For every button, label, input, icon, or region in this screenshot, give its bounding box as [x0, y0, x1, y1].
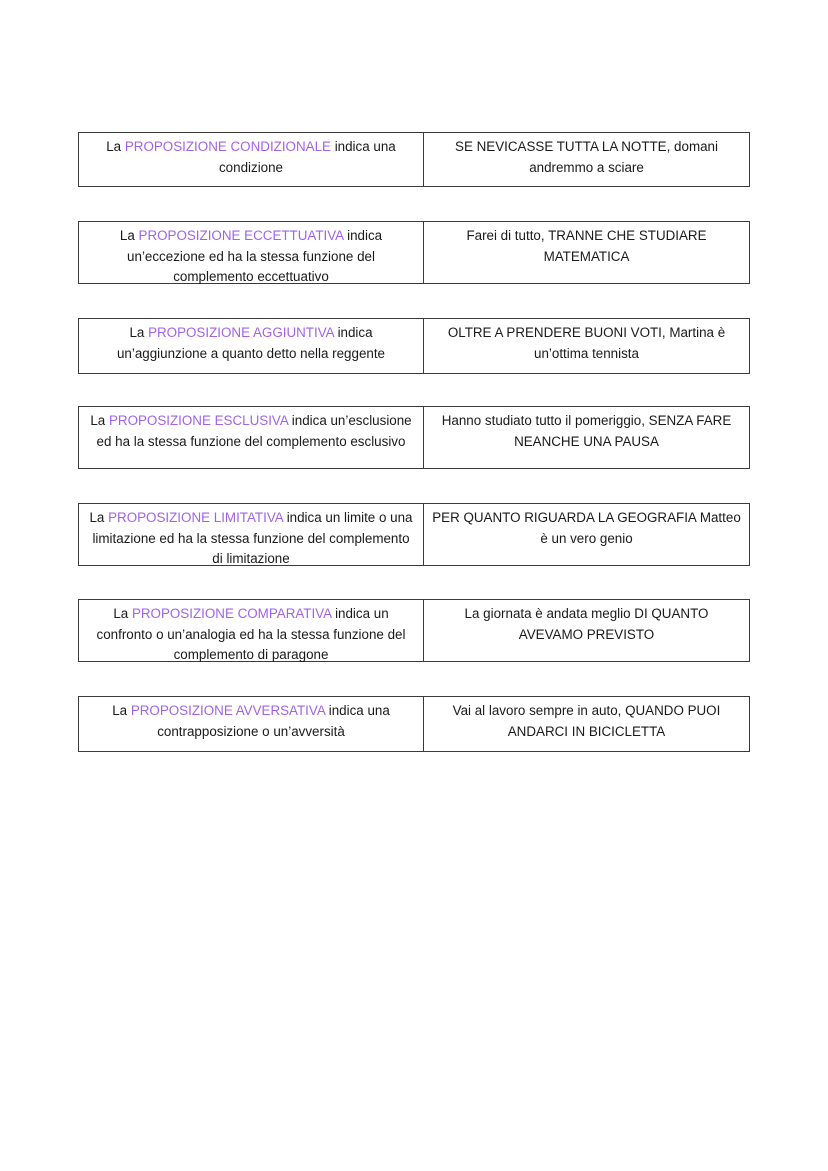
example-cell: SE NEVICASSE TUTTA LA NOTTE, domani andremmo a sciare	[455, 139, 718, 175]
definition-prefix: La	[90, 413, 109, 428]
example-cell: PER QUANTO RIGUARDA LA GEOGRAFIA Matteo è un vero genio	[432, 510, 741, 546]
definition-suffix: indica una contrapposizione o un’avversità	[157, 703, 390, 739]
definition-prefix: La	[119, 228, 139, 243]
definition-cell	[79, 133, 424, 186]
definition-suffix: indica un’eccezione ed ha la stessa funzione del complemento eccettuativo	[127, 228, 383, 284]
term-highlight: PROPOSIZIONE AVVERSATIVA	[130, 703, 326, 718]
example-cell: La giornata è andata meglio DI QUANTO AVEVAMO PREVISTO	[464, 606, 709, 642]
card-aggiuntiva	[78, 318, 750, 374]
card-condizionale	[78, 132, 750, 187]
term-highlight: PROPOSIZIONE COMPARATIVA	[131, 606, 332, 621]
example-cell: OLTRE A PRENDERE BUONI VOTI, Martina è un’ottima tennista	[447, 325, 726, 361]
definition-cell	[79, 319, 424, 373]
term-highlight: PROPOSIZIONE ECCETTUATIVA	[138, 228, 344, 243]
definition-suffix: indica una condizione	[218, 139, 396, 175]
definition-prefix: La	[89, 510, 109, 525]
definition-cell	[79, 504, 424, 565]
example-cell: Hanno studiato tutto il pomeriggio, SENZA FARE NEANCHE UNA PAUSA	[441, 413, 732, 449]
term-highlight: PROPOSIZIONE AGGIUNTIVA	[148, 325, 334, 340]
definition-cell	[79, 222, 424, 283]
definition-prefix: La	[106, 139, 125, 154]
term-highlight: PROPOSIZIONE LIMITATIVA	[108, 510, 283, 525]
definition-cell	[79, 407, 424, 468]
definition-cell	[79, 600, 424, 661]
definition-prefix: La	[129, 325, 149, 340]
card-avversativa	[78, 696, 750, 752]
definition-suffix: indica un confronto o un’analogia ed ha la stessa funzione del complemento di paragone	[96, 606, 406, 662]
definition-prefix: La	[112, 703, 131, 718]
definition-suffix: indica un’aggiunzione a quanto detto nella reggente	[116, 325, 386, 361]
example-cell: Vai al lavoro sempre in auto, QUANDO PUOI ANDARCI IN BICICLETTA	[452, 703, 721, 739]
definition-prefix: La	[113, 606, 132, 621]
definition-suffix: indica un’esclusione ed ha la stessa funzione del complemento esclusivo	[96, 413, 412, 449]
example-cell: Farei di tutto, TRANNE CHE STUDIARE MATEMATICA	[466, 228, 707, 264]
term-highlight: PROPOSIZIONE ESCLUSIVA	[108, 413, 289, 428]
card-eccettuativa	[78, 221, 750, 284]
term-highlight: PROPOSIZIONE CONDIZIONALE	[124, 139, 331, 154]
card-limitativa	[78, 503, 750, 566]
definition-suffix: indica un limite o una limitazione ed ha la stessa funzione del complemento di limitazione	[92, 510, 413, 566]
card-esclusiva	[78, 406, 750, 469]
card-comparativa	[78, 599, 750, 662]
definition-cell	[79, 697, 424, 751]
